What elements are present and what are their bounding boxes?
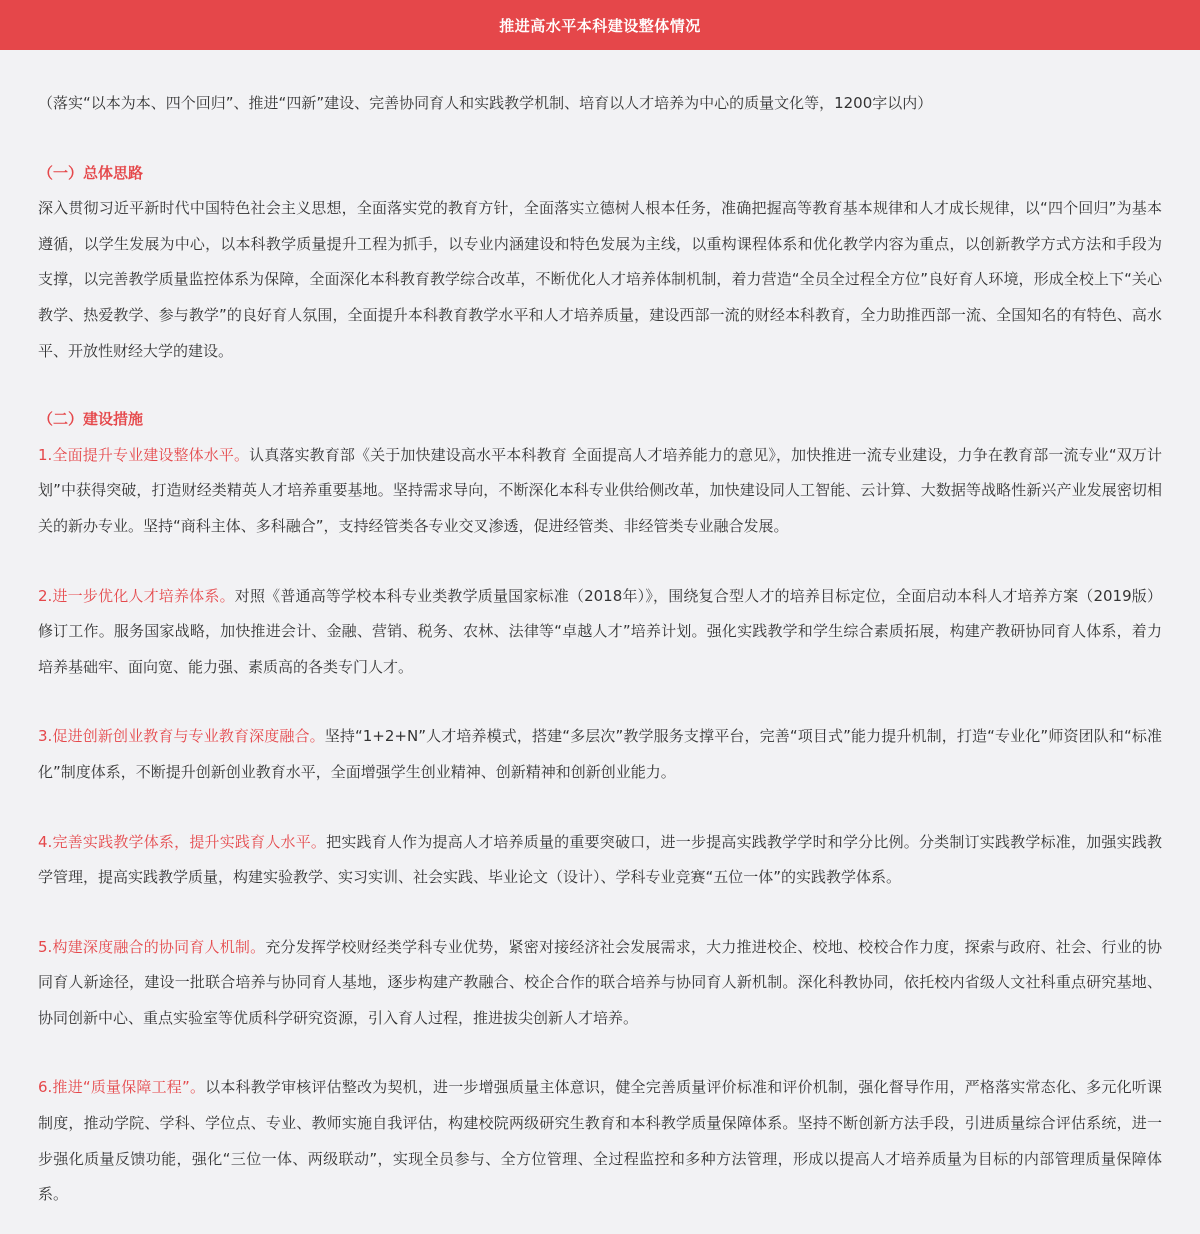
measure-item-1 xyxy=(38,438,1162,545)
measure-title: 2.进一步优化人才培养体系。 xyxy=(38,586,235,605)
section-body-overall: 深入贯彻习近平新时代中国特色社会主义思想，全面落实党的教育方针，全面落实立德树人根本任务，准确把握高等教育基本规律和人才成长规律，以“四个回归”为基本遵循，以学生发展为中心，以本科教学质量提升工程为抓手，以专业内涵建设和特色发展为主线，以重构课程体系和优化教学内容为重点，以创新教学方式方法和手段为支撑，以完善教学质量监控体系为保障，全面深化本科教育教学综合改革，不断优化人才培养体制机制，着力营造“全员全过程全方位”良好育人环境，形成全校上下“关心教学、热爱教学、参与教学”的良好育人氛围，全面提升本科教育教学水平和人才培养质量，建设西部一流的财经本科教育，全力助推西部一流、全国知名的有特色、高水平、开放性财经大学的建设。 xyxy=(38,199,1162,360)
measure-title: 3.促进创新创业教育与专业教育深度融合。 xyxy=(38,727,325,746)
measure-body: 以本科教学审核评估整改为契机，进一步增强质量主体意识，健全完善质量评价标准和评价机制，强化督导作用，严格落实常态化、多元化听课制度，推动学院、学科、学位点、专业、教师实施自我评估，构建校院两级研究生教育和本科教学质量保障体系。坚持不断创新方法手段，引进质量综合评估系统，进一步强化质量反馈功能，强化“三位一体、两级联动”，实现全员参与、全方位管理、全过程监控和多种方法管理，形成以提高人才培养质量为目标的内部管理质量保障体系。 xyxy=(38,1078,1162,1204)
measure-item-5 xyxy=(38,930,1162,1037)
measure-body: 认真落实教育部《关于加快建设高水平本科教育 全面提高人才培养能力的意见》，加快推进一流专业建设，力争在教育部一流专业“双万计划”中获得突破，打造财经类精英人才培养重要基地。坚持需求导向，不断深化本科专业供给侧改革，加快建设同人工智能、云计算、大数据等战略性新兴产业发展密切相关的新办专业。坚持“商科主体、多科融合”，支持经管类各专业交叉渗透，促进经管类、非经管类专业融合发展。 xyxy=(38,445,1162,535)
measure-item-2 xyxy=(38,579,1162,686)
page-title: 推进高水平本科建设整体情况 xyxy=(499,16,701,35)
measure-body: 对照《普通高等学校本科专业类教学质量国家标准（2018年）》，围绕复合型人才的培养目标定位，全面启动本科人才培养方案（2019版）修订工作。服务国家战略，加快推进会计、金融、营销、税务、农林、法律等“卓越人才”培养计划。强化实践教学和学生综合素质拓展，构建产教研协同育人体系，着力培养基础牢、面向宽、能力强、素质高的各类专门人才。 xyxy=(38,586,1162,676)
measure-title: 5.构建深度融合的协同育人机制。 xyxy=(38,937,266,956)
section-title-overall: （一）总体思路 xyxy=(38,163,144,182)
intro-note: （落实“以本为本、四个回归”、推进“四新”建设、完善协同育人和实践教学机制、培育以人才培养为中心的质量文化等，1200字以内） xyxy=(38,94,933,112)
measure-item-3 xyxy=(38,719,1162,790)
measure-item-6 xyxy=(38,1070,1162,1212)
document-body xyxy=(0,50,1200,1213)
measure-title: 6.推进“质量保障工程”。 xyxy=(38,1078,206,1097)
measure-body: 坚持“1+2+N”人才培养模式，搭建“多层次”教学服务支撑平台，完善“项目式”能力提升机制，打造“专业化”师资团队和“标准化”制度体系，不断提升创新创业教育水平，全面增强学生创业精神、创新精神和创新创业能力。 xyxy=(38,727,1162,781)
measure-body: 充分发挥学校财经类学科专业优势，紧密对接经济社会发展需求，大力推进校企、校地、校校合作力度，探索与政府、社会、行业的协同育人新途径，建设一批联合培养与协同育人基地，逐步构建产教融合、校企合作的联合培养与协同育人新机制。深化科教协同，依托校内省级人文社科重点研究基地、协同创新中心、重点实验室等优质科学研究资源，引入育人过程，推进拔尖创新人才培养。 xyxy=(38,937,1162,1027)
page-header xyxy=(0,0,1200,50)
measure-title: 4.完善实践教学体系，提升实践育人水平。 xyxy=(38,832,327,851)
section-title-measures: （二）建设措施 xyxy=(38,410,144,429)
measure-body: 把实践育人作为提高人才培养质量的重要突破口，进一步提高实践教学学时和学分比例。分类制订实践教学标准，加强实践教学管理，提高实践教学质量，构建实验教学、实习实训、社会实践、毕业论文（设计）、学科专业竞赛“五位一体”的实践教学体系。 xyxy=(38,832,1162,887)
measure-title: 1.全面提升专业建设整体水平。 xyxy=(38,445,250,464)
measure-item-4 xyxy=(38,825,1162,896)
